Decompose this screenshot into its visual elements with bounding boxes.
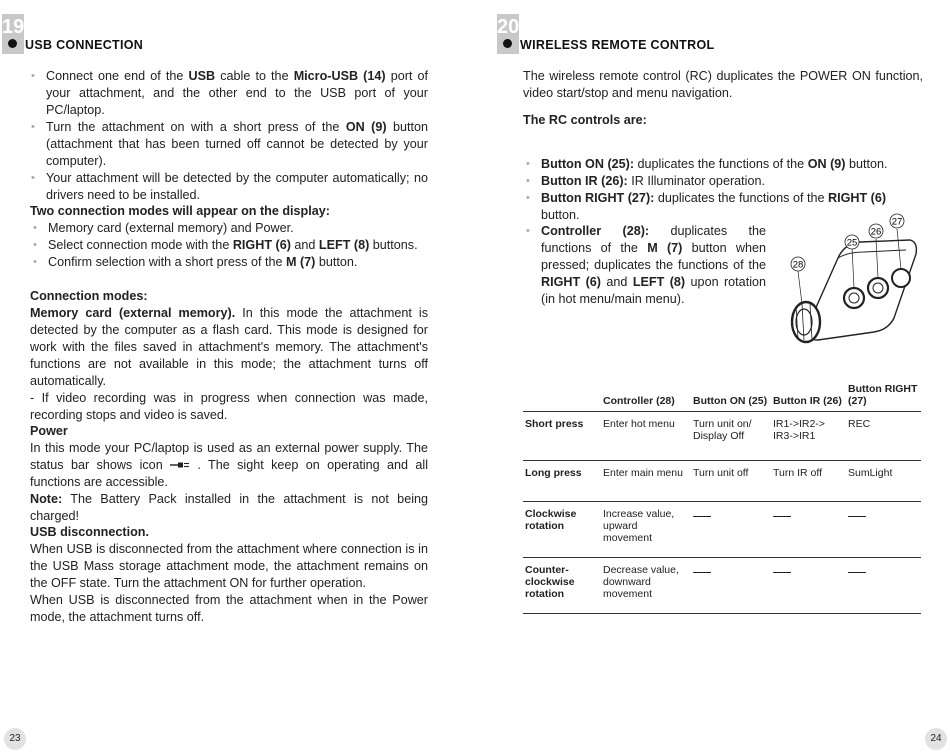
table-cell: Increase value, upward movement — [601, 502, 691, 558]
svg-text:26: 26 — [870, 226, 882, 238]
table-cell: Turn IR off — [771, 461, 846, 502]
list-item: • Button ON (25): duplicates the functions of the ON (9) button. — [523, 156, 925, 173]
list-item: • Connect one end of the USB cable to the Micro-USB (14) port of your attachment, and the other end to the USB port of your PC/laptop. — [28, 68, 428, 119]
modes-list — [30, 220, 430, 271]
page-number: 24 — [925, 728, 947, 750]
callout-25 — [845, 235, 859, 249]
remote-control-illustration — [778, 212, 920, 357]
usb-steps-list — [28, 68, 428, 204]
list-item: • Memory card (external memory) and Power. — [30, 220, 430, 237]
rc-intro-text: The wireless remote control (RC) duplicates the POWER ON function, video start/stop and menu navigation. — [523, 69, 923, 100]
table-row — [523, 412, 921, 461]
row-label: Clockwise rotation — [523, 502, 601, 558]
table-cell — [771, 502, 846, 558]
page-number: 23 — [4, 728, 26, 750]
table-cell: Turn unit off — [691, 461, 771, 502]
rc-functions-table — [523, 383, 921, 614]
table-header-cell: Button ON (25) — [691, 383, 771, 412]
row-label: Counter-clockwise rotation — [523, 558, 601, 614]
table-header-cell: Button IR (26) — [771, 383, 846, 412]
memory-card-note: - If video recording was in progress when connection was made, recording stops and video is saved. — [30, 391, 428, 422]
modes-section — [30, 203, 430, 271]
table-cell: Decrease value, downward movement — [601, 558, 691, 614]
table-header-row — [523, 383, 921, 412]
table-cell — [771, 558, 846, 614]
bullet-dot-icon — [503, 39, 512, 48]
rc-intro — [523, 68, 923, 129]
table-cell: Enter main menu — [601, 461, 691, 502]
controller-description — [523, 223, 766, 308]
note-label: Note: — [30, 492, 63, 507]
dash-mark — [773, 572, 791, 573]
modes-heading: Two connection modes will appear on the display: — [30, 204, 330, 218]
table-cell: Turn unit on/ Display Off — [691, 412, 771, 461]
row-label: Long press — [523, 461, 601, 502]
section-title-text: USB CONNECTION — [25, 38, 144, 52]
controller-bullet: • Controller (28): duplicates the functions of the M (7) button when pressed; duplicates the functions of the RIGHT (6) and LEFT (8) upon rotation (in hot menu/main menu). — [523, 223, 766, 308]
note-text: The Battery Pack installed in the attachment is not being charged! — [30, 492, 428, 524]
section-title-text: WIRELESS REMOTE CONTROL — [520, 38, 715, 52]
section-number: 20 — [497, 14, 519, 54]
table-cell — [691, 502, 771, 558]
table-cell: IR1->IR2-> IR3->IR1 — [771, 412, 846, 461]
callout-26 — [869, 224, 883, 238]
table-cell — [691, 558, 771, 614]
list-item: • Button RIGHT (27): duplicates the functions of the RIGHT (6) button. — [523, 190, 925, 224]
list-item: • Your attachment will be detected by the computer automatically; no drivers need to be installed. — [28, 170, 428, 204]
table-body — [523, 412, 921, 614]
list-item: • Confirm selection with a short press of the M (7) button. — [30, 254, 430, 271]
disconnect-text-2: When USB is disconnected from the attachment when in the Power mode, the attachment turns off. — [30, 593, 428, 624]
table-row — [523, 461, 921, 502]
table-header-cell: Controller (28) — [601, 383, 691, 412]
table-cell: Enter hot menu — [601, 412, 691, 461]
rc-controls-heading: The RC controls are: — [523, 113, 647, 127]
disconnect-section — [30, 524, 428, 626]
table-cell: SumLight — [846, 461, 921, 502]
note-paragraph — [30, 491, 428, 525]
list-item: • Button IR (26): IR Illuminator operation. — [523, 173, 925, 190]
list-item: • Turn the attachment on with a short press of the ON (9) button (attachment that has been turned off cannot be detected by your computer). — [28, 119, 428, 170]
usb-power-icon — [170, 457, 190, 474]
callout-28 — [791, 257, 805, 271]
connection-modes-heading: Connection modes: — [30, 289, 148, 303]
connection-modes — [30, 288, 428, 424]
memory-card-paragraph — [30, 305, 428, 390]
table-row — [523, 502, 921, 558]
table-cell: REC — [846, 412, 921, 461]
table-cell — [846, 558, 921, 614]
power-text-2: . The sight keep on operating and all functions are accessible. — [30, 458, 428, 490]
svg-text:28: 28 — [792, 259, 804, 271]
dash-mark — [848, 516, 866, 517]
bullet-dot-icon — [8, 39, 17, 48]
list-item: • Select connection mode with the RIGHT (6) and LEFT (8) buttons. — [30, 237, 430, 254]
right-page — [475, 0, 950, 753]
dash-mark — [848, 572, 866, 573]
callout-27 — [890, 214, 904, 228]
dash-mark — [693, 572, 711, 573]
table-header-cell: Button RIGHT (27) — [846, 383, 921, 412]
section-title — [8, 38, 143, 52]
section-number: 19 — [2, 14, 24, 54]
table-row — [523, 558, 921, 614]
section-title — [503, 38, 714, 52]
power-section — [30, 423, 428, 525]
power-heading: Power — [30, 424, 68, 438]
table-header-cell — [523, 383, 601, 412]
dash-mark — [693, 516, 711, 517]
memory-card-text: In this mode the attachment is detected by the computer as a flash card. This mode is designed for work with the files saved in attachment's memory. The attachment's functions are not available in this mode; the attachment turns off automatically. — [30, 306, 428, 388]
disconnect-heading: USB disconnection. — [30, 525, 149, 539]
disconnect-text-1: When USB is disconnected from the attachment where connection is in the USB Mass storage attachment mode, the attachment remains on the OFF state. Turn the attachment ON for further operation. — [30, 542, 428, 590]
power-paragraph — [30, 440, 428, 491]
memory-card-label: Memory card (external memory). — [30, 306, 236, 320]
table-cell — [846, 502, 921, 558]
controller-list — [523, 223, 766, 308]
dash-mark — [773, 516, 791, 517]
svg-text:25: 25 — [846, 237, 858, 249]
power-text-1: In this mode your PC/laptop is used as an external power supply. The status bar shows icon — [30, 441, 428, 472]
svg-text:27: 27 — [891, 216, 903, 228]
row-label: Short press — [523, 412, 601, 461]
usb-steps — [28, 68, 428, 204]
